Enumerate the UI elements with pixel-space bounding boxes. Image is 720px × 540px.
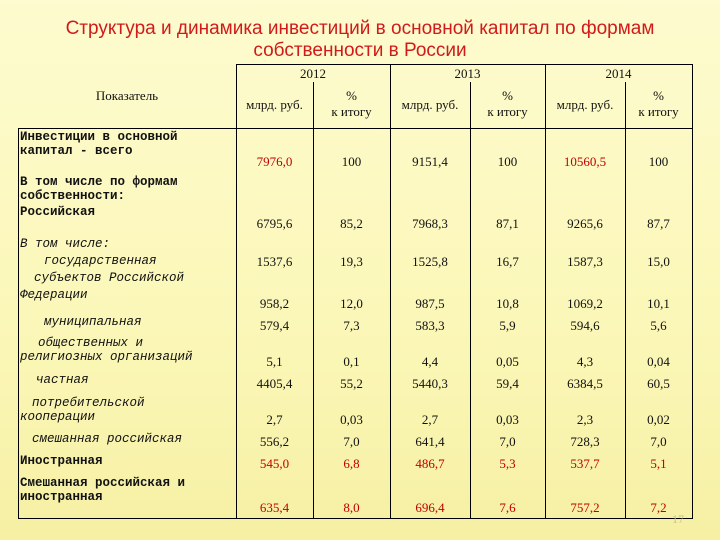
cell-subj-0: 958,2 [259, 296, 290, 311]
cell-subj-2: 987,5 [415, 296, 445, 311]
label-federation: Федерации [20, 288, 88, 302]
cell-coop-2: 2,7 [421, 412, 439, 427]
cell-foreign-5: 5,1 [650, 456, 667, 471]
cell-russian-3: 87,1 [496, 216, 519, 231]
cell-muni-0: 579,4 [259, 318, 290, 333]
header-pct-2012: % к итогу [331, 88, 372, 119]
header-year-2014: 2014 [605, 66, 632, 81]
cell-joint-4: 757,2 [570, 500, 600, 515]
cell-rel-1: 0,1 [343, 354, 360, 369]
cell-total-0: 7976,0 [256, 154, 293, 169]
cell-total-5: 100 [648, 154, 669, 169]
title-line-1: Структура и динамика инвестиций в основной капитал по формам [65, 18, 655, 39]
cell-foreign-4: 537,7 [570, 456, 600, 471]
cell-subj-1: 12,0 [340, 296, 363, 311]
cell-rel-3: 0,05 [496, 354, 519, 369]
label-private: частная [36, 373, 89, 387]
cell-muni-2: 583,3 [415, 318, 445, 333]
header-unit-2013: млрд. руб. [401, 97, 459, 112]
cell-russian-4: 9265,6 [567, 216, 603, 231]
cell-muni-5: 5,6 [650, 318, 667, 333]
cell-total-2: 9151,4 [412, 154, 448, 169]
cell-private-1: 55,2 [340, 376, 363, 391]
cell-state-4: 1587,3 [567, 254, 603, 269]
cell-muni-4: 594,6 [570, 318, 600, 333]
cell-rel-4: 4,3 [576, 354, 594, 369]
cell-foreign-2: 486,7 [415, 456, 445, 471]
cell-state-5: 15,0 [647, 254, 670, 269]
label-foreign: Иностранная [20, 454, 103, 468]
cell-rel-0: 5,1 [266, 354, 283, 369]
cell-rel-5: 0,04 [647, 354, 670, 369]
cell-mixed-0: 556,2 [259, 434, 290, 449]
label-by-form: В том числе по формам собственности: [20, 175, 178, 203]
cell-state-3: 16,7 [496, 254, 519, 269]
cell-muni-1: 7,3 [343, 318, 360, 333]
cell-total-4: 10560,5 [563, 154, 607, 169]
header-pct-2014: % к итогу [638, 88, 679, 119]
label-mixed-russian: смешанная российская [32, 432, 183, 446]
header-year-2012: 2012 [300, 66, 326, 81]
cell-state-0: 1537,6 [256, 254, 293, 269]
header-indicator: Показатель [95, 88, 159, 103]
label-including: В том числе: [20, 237, 111, 251]
cell-foreign-0: 545,0 [259, 456, 290, 471]
header-unit-2012: млрд. руб. [246, 97, 303, 112]
cell-joint-3: 7,6 [499, 500, 516, 515]
cell-mixed-5: 7,0 [650, 434, 667, 449]
cell-total-1: 100 [341, 154, 362, 169]
header-year-2013: 2013 [454, 66, 481, 81]
cell-subj-4: 1069,2 [567, 296, 603, 311]
label-state: государственная [44, 254, 157, 268]
cell-private-5: 60,5 [647, 376, 670, 391]
label-religious: общественных и религиозных организаций [20, 336, 193, 364]
page-number: 17 [672, 512, 684, 526]
cell-coop-0: 2,7 [266, 412, 283, 427]
cell-joint-2: 696,4 [415, 500, 445, 515]
cell-state-2: 1525,8 [412, 254, 448, 269]
cell-private-2: 5440,3 [412, 376, 448, 391]
header-unit-2014: млрд. руб. [556, 97, 614, 112]
cell-russian-2: 7968,3 [412, 216, 448, 231]
cell-mixed-3: 7,0 [499, 434, 516, 449]
cell-muni-3: 5,9 [499, 318, 516, 333]
cell-foreign-3: 5,3 [499, 456, 516, 471]
cell-russian-1: 85,2 [340, 216, 363, 231]
cell-private-3: 59,4 [496, 376, 519, 391]
label-subjects: субъектов Российской [34, 271, 185, 285]
cell-private-0: 4405,4 [256, 376, 293, 391]
cell-rel-2: 4,4 [421, 354, 439, 369]
label-total: Инвестиции в основной капитал - всего [20, 130, 178, 158]
cell-state-1: 19,3 [340, 254, 363, 269]
cell-joint-1: 8,0 [343, 500, 360, 515]
cell-mixed-2: 641,4 [415, 434, 445, 449]
cell-total-3: 100 [497, 154, 518, 169]
label-cooperative: потребительской кооперации [20, 396, 145, 424]
cell-russian-5: 87,7 [647, 216, 670, 231]
cell-private-4: 6384,5 [567, 376, 603, 391]
label-municipal: муниципальная [44, 315, 142, 329]
title-line-2: собственности в России [253, 40, 467, 61]
cell-foreign-1: 6,8 [343, 456, 360, 471]
header-pct-2013: % к итогу [487, 88, 528, 119]
cell-coop-5: 0,02 [647, 412, 670, 427]
cell-mixed-1: 7,0 [343, 434, 360, 449]
cell-russian-0: 6795,6 [256, 216, 293, 231]
cell-coop-3: 0,03 [496, 412, 519, 427]
cell-mixed-4: 728,3 [570, 434, 600, 449]
label-russian: Российская [20, 205, 96, 219]
cell-coop-1: 0,03 [340, 412, 363, 427]
cell-coop-4: 2,3 [576, 412, 594, 427]
cell-subj-3: 10,8 [496, 296, 519, 311]
cell-joint-5: 7,2 [650, 500, 667, 515]
cell-subj-5: 10,1 [647, 296, 670, 311]
cell-joint-0: 635,4 [259, 500, 290, 515]
label-joint: Смешанная российская и иностранная [20, 476, 186, 504]
